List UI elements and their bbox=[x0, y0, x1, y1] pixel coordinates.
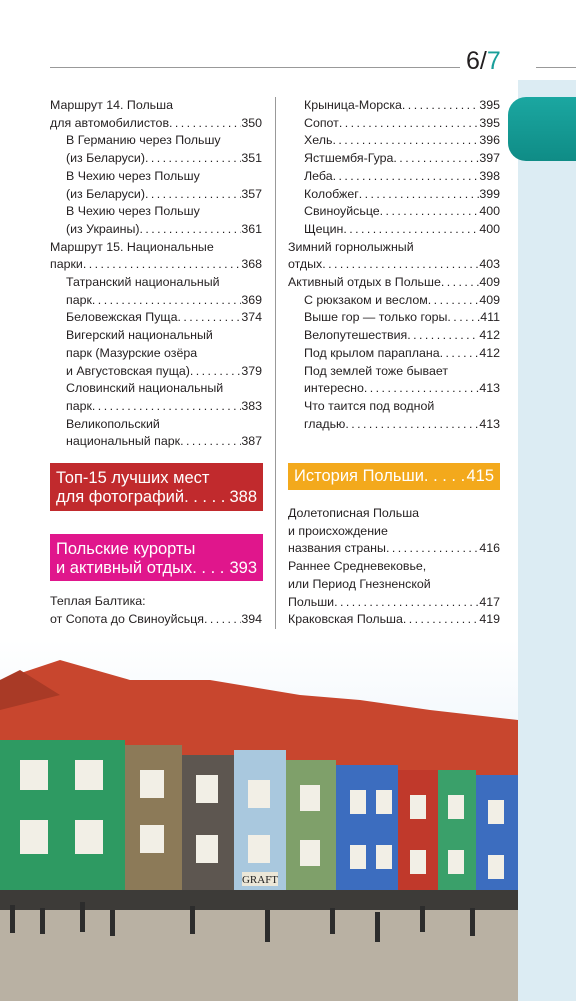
toc-entry-title: Сопот bbox=[304, 115, 339, 130]
section-banner-top15[interactable] bbox=[50, 463, 263, 511]
toc-entry-title: от Сопота до Свиноуйсьця bbox=[50, 611, 204, 626]
toc-entry-page: 361 bbox=[241, 221, 262, 236]
toc-entry-title: Активный отдых в Польше bbox=[288, 275, 441, 290]
toc-entry-title: Теплая Балтика: bbox=[50, 594, 146, 608]
toc-entry[interactable] bbox=[50, 132, 262, 150]
toc-entry-page: 409 bbox=[479, 292, 500, 307]
toc-leader-dots bbox=[169, 115, 241, 133]
toc-leader-dots bbox=[190, 363, 241, 381]
toc-entry-page: 399 bbox=[479, 186, 500, 201]
toc-entry[interactable] bbox=[50, 345, 262, 363]
toc-entry-title: В Чехию через Польшу bbox=[66, 168, 200, 183]
toc-entry[interactable] bbox=[288, 221, 500, 239]
toc-entry-page: 350 bbox=[241, 115, 262, 130]
toc-entry-title: Что таится под водной bbox=[304, 398, 435, 413]
toc-entry-title: Колобжег bbox=[304, 186, 359, 201]
toc-leader-dots bbox=[428, 292, 480, 310]
toc-entry[interactable] bbox=[288, 611, 500, 629]
toc-entry[interactable] bbox=[288, 150, 500, 168]
toc-entry-title: Зимний горнолыжный bbox=[288, 239, 414, 254]
toc-left-column bbox=[50, 97, 262, 451]
toc-entry[interactable] bbox=[288, 380, 500, 398]
toc-entry-title: Под землей тоже бывает bbox=[304, 363, 449, 378]
toc-entry[interactable] bbox=[50, 398, 262, 416]
toc-entry-title: парки bbox=[50, 257, 83, 272]
toc-entry-title: Краковская Польша bbox=[288, 612, 403, 627]
toc-leader-dots bbox=[177, 309, 241, 327]
toc-entry[interactable] bbox=[50, 168, 262, 186]
banner-top15-page: 388 bbox=[229, 488, 257, 506]
toc-entry[interactable] bbox=[288, 239, 500, 257]
toc-entry[interactable] bbox=[50, 274, 262, 292]
banner-resorts-line2: и активный отдых bbox=[56, 559, 193, 577]
toc-leader-dots bbox=[380, 203, 480, 221]
toc-entry-page: 374 bbox=[241, 310, 262, 325]
toc-leader-dots bbox=[447, 309, 480, 327]
toc-entry[interactable] bbox=[288, 345, 500, 363]
banner-top15-line1: Топ-15 лучших мест bbox=[56, 469, 210, 487]
toc-entry-title: парк bbox=[66, 398, 92, 413]
toc-leader-dots bbox=[440, 345, 480, 363]
toc-entry-title: Маршрут 15. Национальные bbox=[50, 239, 214, 254]
toc-entry[interactable] bbox=[50, 327, 262, 345]
toc-entry[interactable] bbox=[288, 186, 500, 204]
toc-entry-title: Великопольский bbox=[66, 416, 160, 431]
toc-right-column bbox=[288, 97, 500, 433]
toc-entry[interactable] bbox=[288, 540, 500, 558]
toc-leader-dots bbox=[180, 433, 241, 451]
toc-leader-dots bbox=[332, 132, 479, 150]
toc-entry[interactable] bbox=[50, 150, 262, 168]
toc-entry[interactable] bbox=[288, 97, 500, 115]
toc-leader-dots bbox=[139, 221, 241, 239]
banner-top15-line2: для фотографий bbox=[56, 488, 185, 506]
toc-right-bottom bbox=[288, 505, 500, 629]
toc-entry-page: 400 bbox=[479, 204, 500, 219]
toc-entry-page: 379 bbox=[241, 363, 262, 378]
toc-entry-page: 397 bbox=[479, 151, 500, 166]
side-strip bbox=[518, 80, 576, 1001]
toc-entry-title: Щецин bbox=[304, 221, 344, 236]
toc-entry-title: гладью bbox=[304, 416, 346, 431]
toc-leader-dots bbox=[441, 274, 479, 292]
toc-entry[interactable] bbox=[50, 239, 262, 257]
photo-sign: GRAFT bbox=[241, 874, 279, 886]
toc-entry[interactable] bbox=[288, 505, 500, 523]
toc-entry[interactable] bbox=[288, 132, 500, 150]
toc-entry-title: названия страны bbox=[288, 541, 386, 556]
toc-leader-dots bbox=[92, 292, 241, 310]
toc-entry-title: парк (Мазурские озёра bbox=[66, 345, 198, 360]
toc-entry-title: Польши bbox=[288, 594, 335, 609]
toc-leader-dots bbox=[343, 221, 479, 239]
toc-entry-page: 403 bbox=[479, 257, 500, 272]
toc-entry-title: Беловежская Пуща bbox=[66, 310, 178, 325]
toc-entry[interactable] bbox=[50, 203, 262, 221]
toc-entry[interactable] bbox=[288, 168, 500, 186]
toc-entry-title: Долетописная Польша bbox=[288, 506, 420, 520]
page-current: 6 bbox=[466, 47, 480, 75]
toc-leader-dots bbox=[393, 150, 479, 168]
toc-entry[interactable] bbox=[288, 416, 500, 434]
toc-entry[interactable] bbox=[288, 594, 500, 612]
toc-entry-page: 398 bbox=[479, 168, 500, 183]
toc-entry-page: 413 bbox=[479, 381, 500, 396]
toc-leader-dots bbox=[345, 416, 479, 434]
toc-entry[interactable] bbox=[50, 256, 262, 274]
toc-entry-title: интересно bbox=[304, 381, 364, 396]
toc-left-bottom bbox=[50, 593, 262, 628]
toc-entry[interactable] bbox=[50, 292, 262, 310]
toc-entry-title: национальный парк bbox=[66, 434, 181, 449]
toc-leader-dots bbox=[145, 150, 241, 168]
banner-resorts-line1: Польские курорты bbox=[56, 540, 196, 558]
toc-entry[interactable] bbox=[288, 203, 500, 221]
page-number bbox=[460, 44, 536, 78]
toc-entry[interactable] bbox=[288, 256, 500, 274]
toc-entry[interactable] bbox=[50, 416, 262, 434]
toc-entry[interactable] bbox=[50, 221, 262, 239]
toc-leader-dots bbox=[83, 256, 241, 274]
toc-entry-page: 413 bbox=[479, 416, 500, 431]
toc-entry-title: Словинский национальный bbox=[66, 381, 224, 396]
toc-entry-title: С рюкзаком и веслом bbox=[304, 292, 428, 307]
toc-entry-title: отдых bbox=[288, 257, 323, 272]
toc-leader-dots bbox=[339, 115, 479, 133]
toc-entry-title: Крыница-Морска bbox=[304, 98, 402, 112]
toc-entry-title: Под крылом параплана bbox=[304, 345, 440, 360]
toc-entry-title: Выше гор — только горы bbox=[304, 310, 448, 325]
toc-entry-page: 412 bbox=[479, 345, 500, 360]
toc-entry-page: 387 bbox=[241, 434, 262, 449]
section-banner-history[interactable] bbox=[288, 463, 500, 490]
toc-entry-title: Леба bbox=[304, 168, 333, 183]
toc-entry[interactable] bbox=[288, 523, 500, 541]
toc-entry-page: 368 bbox=[241, 257, 262, 272]
toc-entry-title: Татранский национальный bbox=[66, 275, 220, 290]
toc-entry-title: и Августовская пуща) bbox=[66, 363, 190, 378]
toc-entry-page: 419 bbox=[479, 612, 500, 627]
toc-entry-page: 394 bbox=[241, 611, 262, 626]
toc-leader-dots bbox=[403, 611, 479, 629]
toc-entry-title: Вигерский национальный bbox=[66, 328, 213, 343]
poznan-old-town-photo bbox=[0, 640, 518, 1001]
toc-entry[interactable] bbox=[288, 363, 500, 381]
toc-entry[interactable] bbox=[50, 309, 262, 327]
toc-entry-page: 369 bbox=[241, 292, 262, 307]
toc-entry-page: 416 bbox=[479, 541, 500, 556]
toc-leader-dots bbox=[364, 380, 479, 398]
banner-history-page: 415 bbox=[466, 467, 494, 485]
toc-entry[interactable] bbox=[50, 433, 262, 451]
toc-leader-dots bbox=[145, 186, 241, 204]
chapter-tab[interactable] bbox=[508, 97, 576, 161]
toc-entry-title: (из Беларуси) bbox=[66, 186, 145, 201]
section-banner-resorts[interactable] bbox=[50, 534, 263, 581]
toc-entry-title: В Чехию через Польшу bbox=[66, 204, 200, 219]
toc-entry-title: Свиноуйсьце bbox=[304, 204, 380, 219]
toc-entry-page: 395 bbox=[479, 115, 500, 130]
toc-entry-title: парк bbox=[66, 292, 92, 307]
toc-entry-page: 400 bbox=[479, 221, 500, 236]
toc-entry-title: В Германию через Польшу bbox=[66, 133, 221, 148]
page-separator: / bbox=[479, 47, 487, 75]
toc-entry-title: Хель bbox=[304, 133, 333, 148]
toc-entry-title: или Период Гнезненской bbox=[288, 576, 431, 591]
toc-entry-title: для автомобилистов bbox=[50, 115, 170, 130]
toc-entry[interactable] bbox=[288, 558, 500, 576]
toc-entry-page: 409 bbox=[479, 275, 500, 290]
toc-leader-dots bbox=[92, 398, 241, 416]
toc-entry[interactable] bbox=[288, 327, 500, 345]
toc-leader-dots bbox=[359, 186, 480, 204]
toc-entry[interactable] bbox=[50, 186, 262, 204]
toc-entry[interactable] bbox=[288, 274, 500, 292]
toc-entry[interactable] bbox=[50, 593, 262, 611]
toc-entry-title: Раннее Средневековье, bbox=[288, 559, 427, 574]
toc-entry[interactable] bbox=[288, 292, 500, 310]
toc-entry[interactable] bbox=[288, 115, 500, 133]
toc-entry-title: Маршрут 14. Польша bbox=[50, 98, 173, 112]
toc-entry-page: 417 bbox=[479, 594, 500, 609]
toc-leader-dots bbox=[333, 168, 480, 186]
toc-entry-page: 395 bbox=[479, 98, 500, 112]
toc-entry-title: Ястшембя-Гура bbox=[304, 151, 394, 166]
column-divider bbox=[275, 97, 276, 629]
toc-entry[interactable] bbox=[288, 309, 500, 327]
toc-leader-dots bbox=[402, 97, 479, 115]
banner-history-text: История Польши bbox=[294, 467, 424, 485]
toc-entry-page: 411 bbox=[480, 310, 500, 325]
toc-entry-title: Велопутешествия bbox=[304, 328, 408, 343]
toc-entry-title: (из Беларуси) bbox=[66, 151, 145, 166]
toc-leader-dots bbox=[407, 327, 479, 345]
toc-entry[interactable] bbox=[50, 115, 262, 133]
toc-entry-title: и происхождение bbox=[288, 523, 388, 538]
toc-entry[interactable] bbox=[288, 398, 500, 416]
page-next: 7 bbox=[486, 47, 501, 75]
toc-leader-dots bbox=[204, 611, 241, 629]
toc-entry-page: 357 bbox=[241, 186, 262, 201]
toc-entry[interactable] bbox=[288, 576, 500, 594]
toc-entry[interactable] bbox=[50, 611, 262, 629]
toc-entry[interactable] bbox=[50, 97, 262, 115]
toc-entry[interactable] bbox=[50, 363, 262, 381]
toc-entry-page: 396 bbox=[479, 133, 500, 148]
toc-entry-page: 383 bbox=[241, 398, 262, 413]
toc-leader-dots bbox=[322, 256, 479, 274]
banner-resorts-page: 393 bbox=[229, 559, 257, 577]
toc-leader-dots bbox=[334, 594, 479, 612]
toc-entry-page: 412 bbox=[479, 328, 500, 343]
toc-entry-page: 351 bbox=[241, 151, 262, 166]
toc-entry[interactable] bbox=[50, 380, 262, 398]
toc-entry-title: (из Украины) bbox=[66, 221, 140, 236]
toc-leader-dots bbox=[386, 540, 479, 558]
